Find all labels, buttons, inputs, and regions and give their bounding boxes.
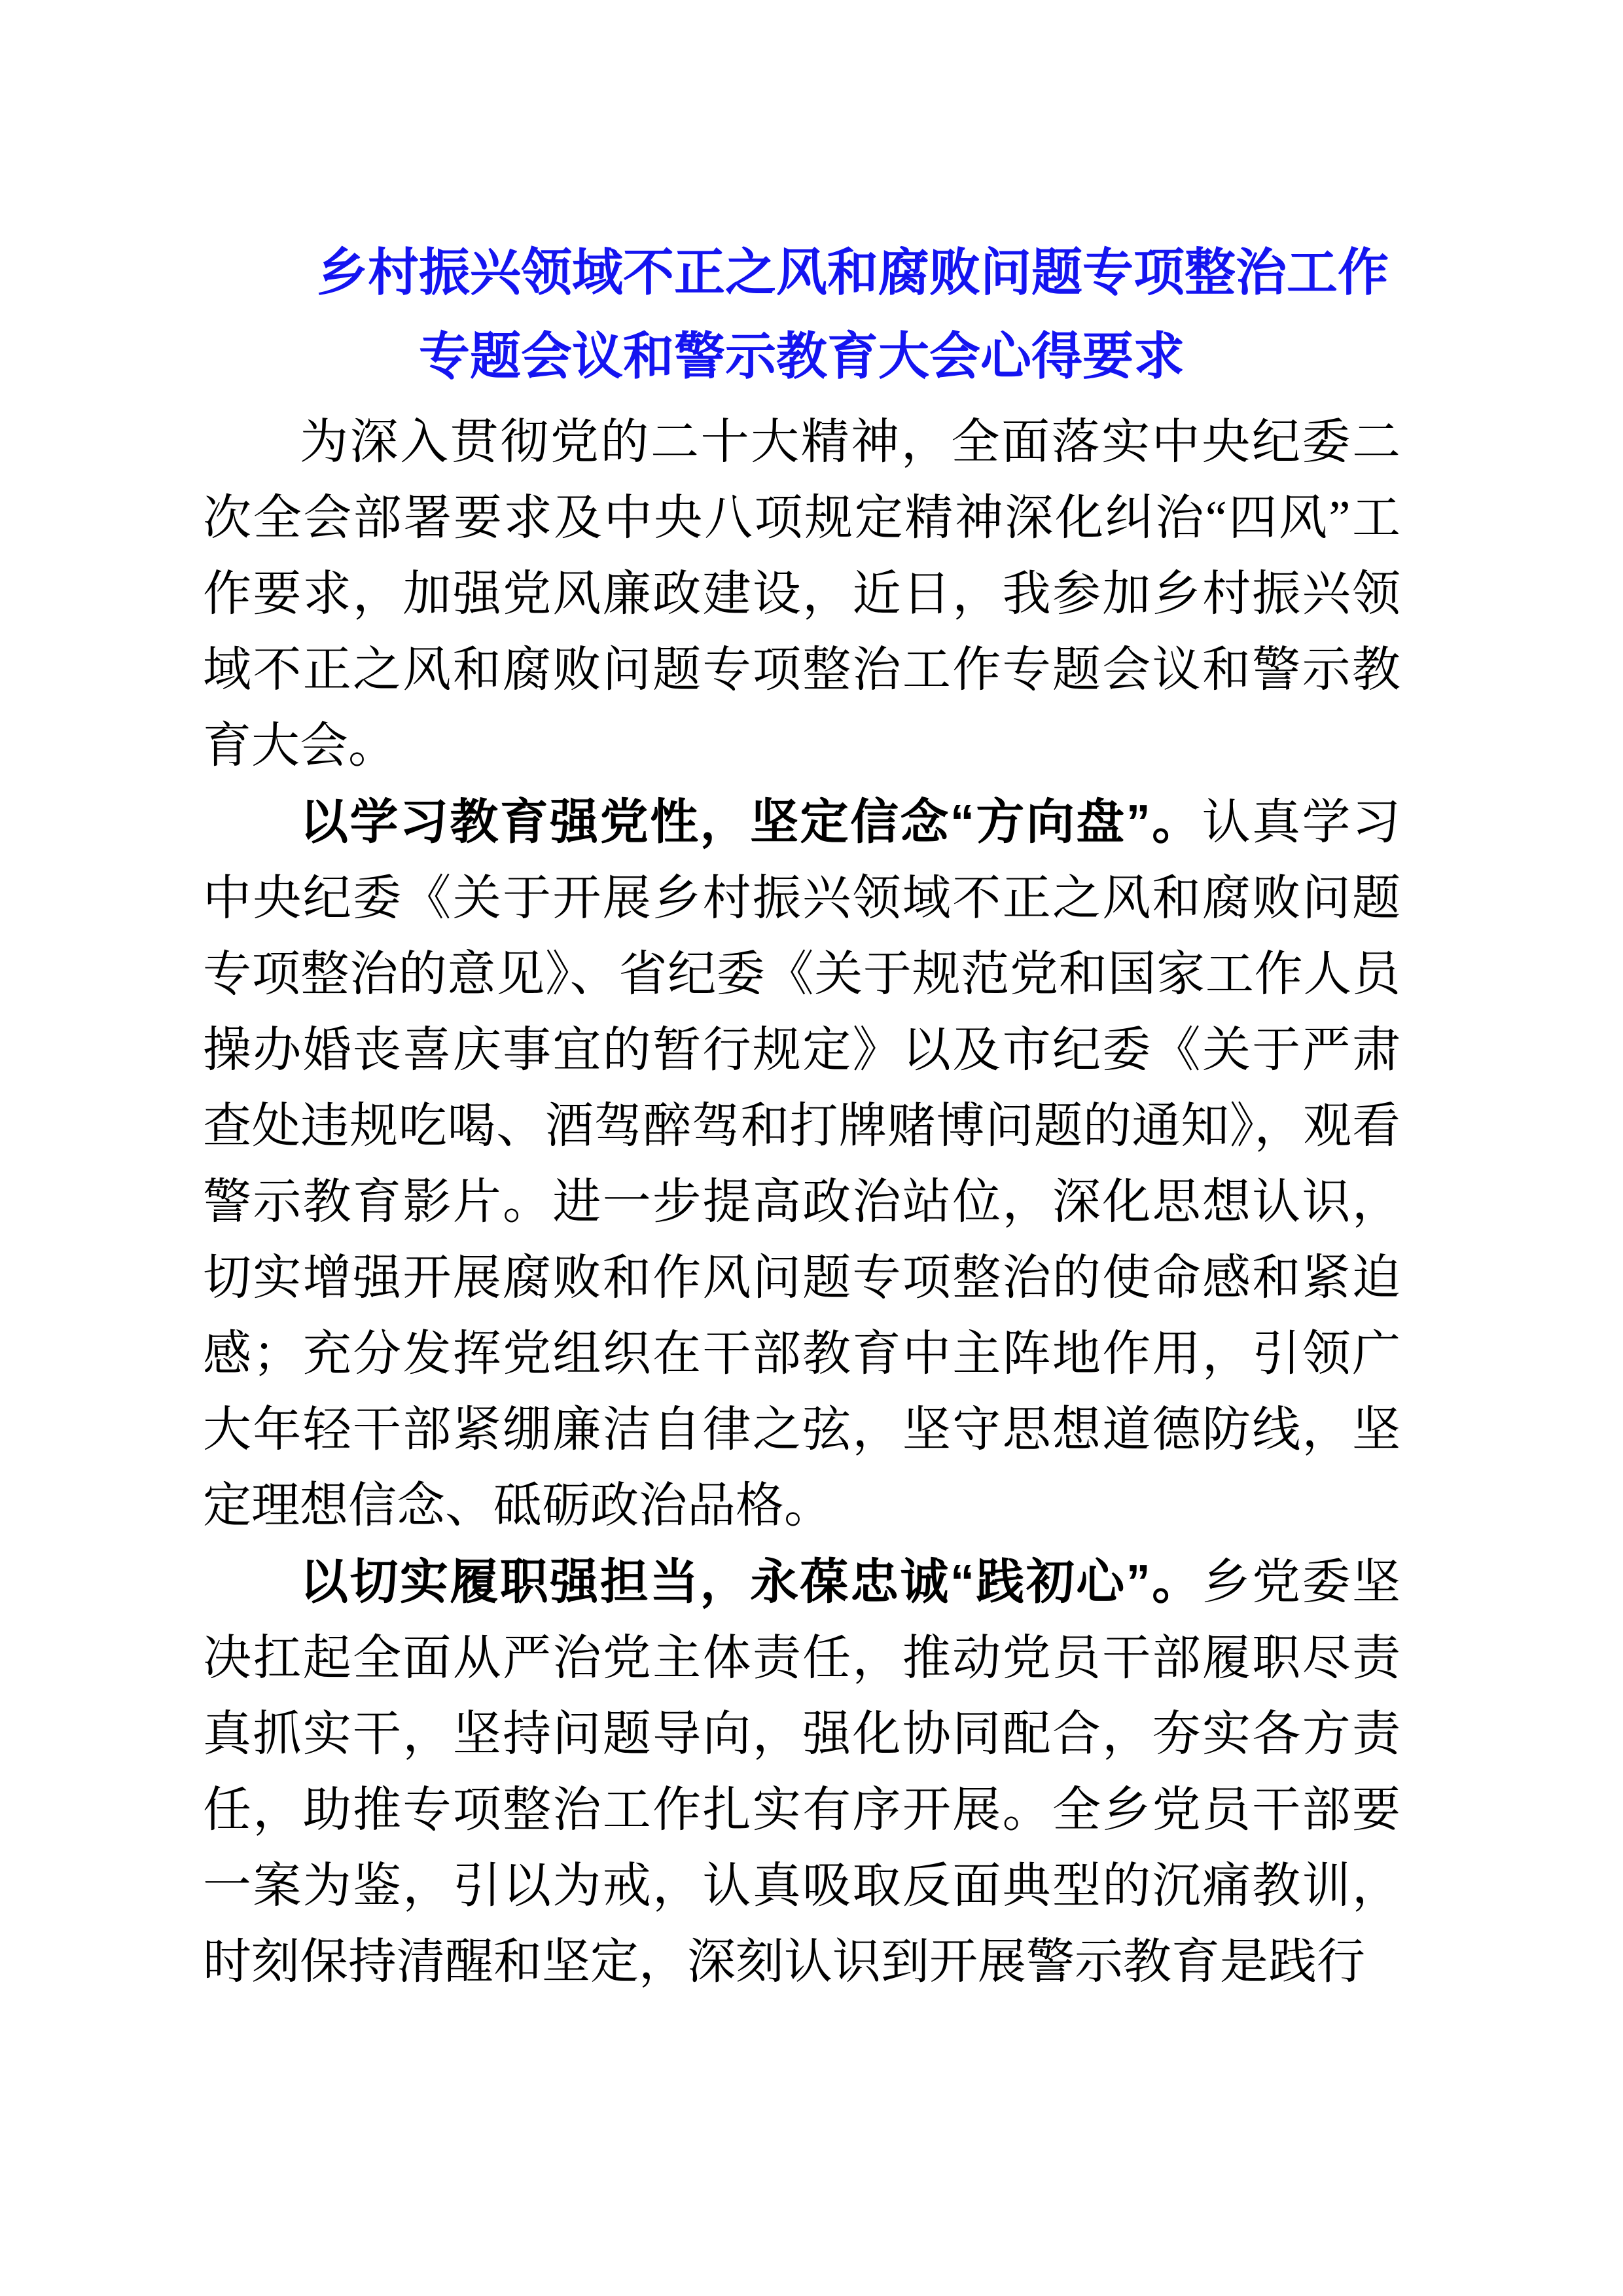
document-title	[203, 230, 1400, 398]
paragraph-1	[203, 404, 1400, 784]
paragraph-3-text: 乡党委坚决扛起全面从严治党主体责任，推动党员干部履职尽责真抓实干，坚持问题导向，强化协同配合，夯实各方责任，助推专项整治工作扎实有序开展。全乡党员干部要一案为鉴，引以为戒，认真吸取反面典型的沉痛教训，时刻保持清醒和坚定，深刻认识到开展警示教育是践行	[203, 1556, 1401, 1989]
paragraph-3	[203, 1544, 1400, 2000]
document-body	[203, 404, 1400, 2000]
document-title-line-1: 乡村振兴领域不正之风和腐败问题专项整治工作	[316, 243, 1389, 301]
document-title-line-2: 专题会议和警示教育大会心得要求	[418, 327, 1185, 385]
paragraph-2	[203, 784, 1400, 1544]
paragraph-1-text: 为深入贯彻党的二十大精神，全面落实中央纪委二次全会部署要求及中央八项规定精神深化纠治“四风”工作要求，加强党风廉政建设，近日，我参加乡村振兴领域不正之风和腐败问题专项整治工作专题会议和警示教育大会。	[203, 416, 1400, 773]
paragraph-2-text: 认真学习中央纪委《关于开展乡村振兴领域不正之风和腐败问题专项整治的意见》、省纪委《关于规范党和国家工作人员操办婚丧喜庆事宜的暂行规定》以及市纪委《关于严肃查处违规吃喝、酒驾醉驾和打牌赌博问题的通知》，观看警示教育影片。进一步提高政治站位，深化思想认识，切实增强开展腐败和作风问题专项整治的使命感和紧迫感；充分发挥党组织在干部教育中主阵地作用，引领广大年轻干部紧绷廉洁自律之弦，坚守思想道德防线，坚定理想信念、砥砺政治品格。	[203, 796, 1401, 1533]
paragraph-3-bold-lead: 以切实履职强担当，永葆忠诚“践初心”。	[300, 1554, 1202, 1609]
paragraph-2-bold-lead: 以学习教育强党性，坚定信念“方向盘”。	[300, 795, 1202, 849]
